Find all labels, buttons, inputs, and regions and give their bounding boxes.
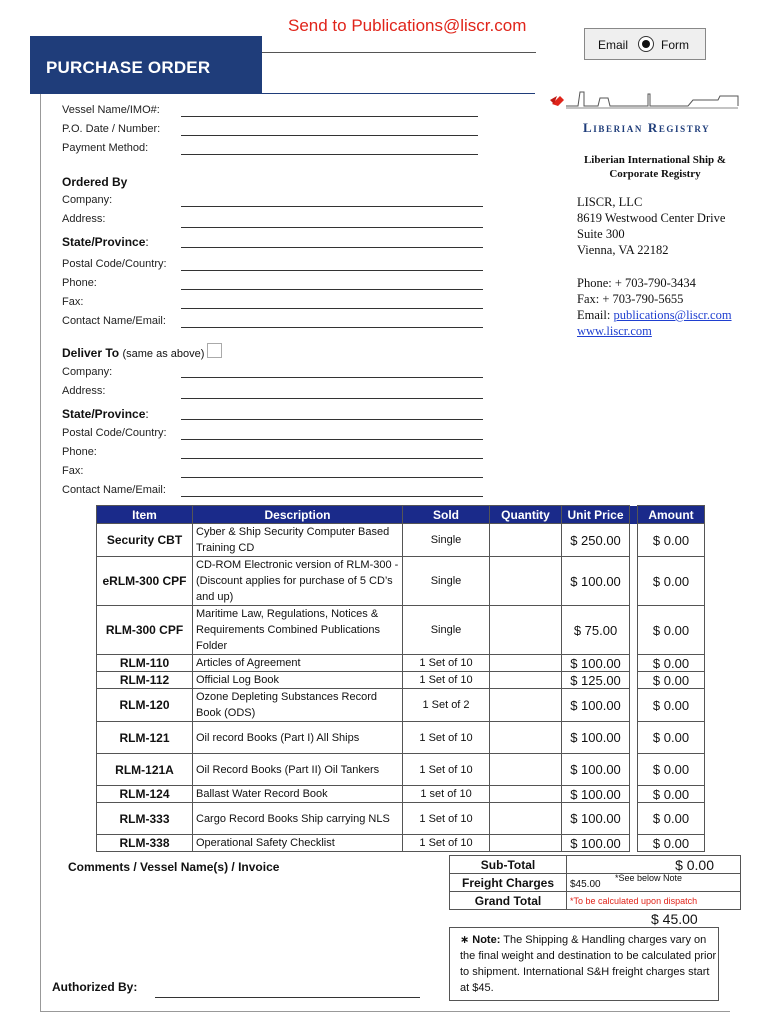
registry-name-line2: Corporate Registry	[609, 168, 701, 180]
page-title: PURCHASE ORDER	[46, 58, 211, 77]
item-amount: $ 0.00	[638, 524, 705, 557]
item-gap	[630, 754, 638, 786]
ordered-contact-field[interactable]	[181, 327, 483, 328]
item-sold: 1 Set of 2	[403, 689, 490, 722]
item-gap	[630, 606, 638, 655]
item-amount: $ 0.00	[638, 803, 705, 835]
deliver-fax-label: Fax:	[62, 465, 84, 477]
item-quantity[interactable]	[490, 655, 562, 672]
subtotal-label: Sub-Total	[450, 856, 567, 874]
table-row	[97, 672, 705, 689]
registry-fax: Fax: + 703-790-5655	[577, 292, 684, 306]
item-code: RLM-338	[97, 835, 193, 852]
item-description: CD-ROM Electronic version of RLM-300 - (Discount applies for purchase of 5 CD’s and up)	[193, 557, 403, 606]
item-gap	[630, 722, 638, 754]
item-sold: Single	[403, 557, 490, 606]
header-divider	[30, 93, 535, 94]
table-row	[97, 655, 705, 672]
table-row	[97, 606, 705, 655]
registry-email-row	[577, 307, 732, 323]
deliver-contact-label: Contact Name/Email:	[62, 484, 166, 496]
table-row	[97, 524, 705, 557]
deliver-state-label	[62, 407, 149, 421]
deliver-fax-field[interactable]	[181, 477, 483, 478]
grand-total-value: $ 45.00	[651, 911, 698, 927]
table-row	[97, 835, 705, 852]
item-unit-price: $ 100.00	[562, 689, 630, 722]
same-as-above-checkbox[interactable]	[207, 343, 222, 358]
item-gap	[630, 689, 638, 722]
deliver-address-label: Address:	[62, 385, 106, 397]
subtotal-value: $ 0.00	[567, 856, 741, 874]
ordered-state-label	[62, 235, 149, 249]
item-quantity[interactable]	[490, 835, 562, 852]
deliver-postal-field[interactable]	[181, 439, 483, 440]
item-description: Oil record Books (Part I) All Ships	[193, 722, 403, 754]
deliver-to-heading	[62, 346, 204, 360]
item-code: RLM-333	[97, 803, 193, 835]
item-sold: 1 Set of 10	[403, 722, 490, 754]
item-code: RLM-300 CPF	[97, 606, 193, 655]
ordered-fax-label: Fax:	[62, 296, 84, 308]
item-amount: $ 0.00	[638, 835, 705, 852]
item-code: Security CBT	[97, 524, 193, 557]
freight-cell[interactable]	[567, 874, 741, 892]
item-amount: $ 0.00	[638, 689, 705, 722]
header-gap	[630, 506, 638, 524]
totals-table	[449, 855, 741, 910]
ordered-postal-label: Postal Code/Country:	[62, 258, 167, 270]
item-description: Operational Safety Checklist	[193, 835, 403, 852]
item-gap	[630, 655, 638, 672]
ordered-address-field[interactable]	[181, 227, 483, 228]
items-table	[96, 505, 705, 852]
ordered-phone-label: Phone:	[62, 277, 97, 289]
ordered-state-text: State/Province	[62, 235, 146, 249]
send-to-text: Send to Publications@liscr.com	[288, 16, 527, 35]
item-amount: $ 0.00	[638, 606, 705, 655]
item-code: RLM-112	[97, 672, 193, 689]
vessel-name-label: Vessel Name/IMO#:	[62, 104, 160, 116]
deliver-company-field[interactable]	[181, 377, 483, 378]
item-amount: $ 0.00	[638, 655, 705, 672]
email-form-toggle[interactable]	[584, 28, 706, 60]
item-code: eRLM-300 CPF	[97, 557, 193, 606]
freight-row	[450, 874, 741, 892]
header-sold: Sold	[403, 506, 490, 524]
deliver-phone-field[interactable]	[181, 458, 483, 459]
subtotal-row	[450, 856, 741, 874]
item-description: Cargo Record Books Ship carrying NLS	[193, 803, 403, 835]
header-item: Item	[97, 506, 193, 524]
registry-suite: Suite 300	[577, 227, 625, 241]
item-unit-price: $ 100.00	[562, 786, 630, 803]
item-quantity[interactable]	[490, 524, 562, 557]
item-description: Maritime Law, Regulations, Notices & Requirements Combined Publications Folder	[193, 606, 403, 655]
ordered-phone-field[interactable]	[181, 289, 483, 290]
ordered-fax-field[interactable]	[181, 308, 483, 309]
item-code: RLM-110	[97, 655, 193, 672]
item-amount: $ 0.00	[638, 786, 705, 803]
item-sold: 1 set of 10	[403, 786, 490, 803]
ordered-state-field[interactable]	[181, 247, 483, 248]
registry-email-link[interactable]: publications@liscr.com	[613, 308, 732, 322]
bottom-border	[40, 1011, 730, 1012]
item-description: Official Log Book	[193, 672, 403, 689]
page-title-banner	[30, 36, 262, 94]
item-quantity[interactable]	[490, 722, 562, 754]
ordered-company-field[interactable]	[181, 206, 483, 207]
ordered-address-label: Address:	[62, 213, 106, 225]
ordered-company-label: Company:	[62, 194, 113, 206]
item-sold: 1 Set of 10	[403, 803, 490, 835]
item-gap	[630, 786, 638, 803]
freight-label: Freight Charges	[450, 874, 567, 892]
item-description: Oil Record Books (Part II) Oil Tankers	[193, 754, 403, 786]
item-unit-price: $ 100.00	[562, 655, 630, 672]
table-row	[97, 722, 705, 754]
freight-value: $45.00	[570, 878, 601, 890]
registry-email-label: Email:	[577, 308, 614, 322]
item-description: Ballast Water Record Book	[193, 786, 403, 803]
toggle-radio-icon[interactable]	[638, 36, 654, 52]
header-description: Description	[193, 506, 403, 524]
send-to-underline	[262, 52, 536, 53]
item-quantity[interactable]	[490, 606, 562, 655]
table-row	[97, 754, 705, 786]
registry-logo-icon	[548, 86, 743, 116]
deliver-contact-field[interactable]	[181, 496, 483, 497]
item-code: RLM-121A	[97, 754, 193, 786]
item-amount: $ 0.00	[638, 672, 705, 689]
shipping-note	[449, 927, 719, 1001]
deliver-state-text: State/Province	[62, 407, 146, 421]
freight-note: *See below Note	[615, 873, 683, 883]
table-header-row	[97, 506, 705, 524]
authorized-by-field[interactable]	[155, 997, 420, 998]
item-quantity[interactable]	[490, 689, 562, 722]
item-sold: Single	[403, 524, 490, 557]
item-code: RLM-124	[97, 786, 193, 803]
toggle-email-label: Email	[598, 38, 629, 52]
grand-total-label: Grand Total	[450, 892, 567, 910]
grand-total-row	[450, 892, 741, 910]
registry-company: LISCR, LLC	[577, 195, 643, 209]
item-gap	[630, 557, 638, 606]
item-description: Cyber & Ship Security Computer Based Training CD	[193, 524, 403, 557]
item-gap	[630, 835, 638, 852]
same-as-above-text: (same as above)	[122, 348, 205, 360]
registry-name-line1: Liberian International Ship &	[583, 154, 727, 166]
item-description: Articles of Agreement	[193, 655, 403, 672]
item-quantity[interactable]	[490, 803, 562, 835]
ordered-state-colon: :	[145, 235, 149, 249]
registry-city: Vienna, VA 22182	[577, 243, 669, 257]
item-unit-price: $ 100.00	[562, 754, 630, 786]
ordered-postal-field[interactable]	[181, 270, 483, 271]
registry-street: 8619 Westwood Center Drive	[577, 211, 726, 225]
item-quantity[interactable]	[490, 557, 562, 606]
po-date-label: P.O. Date / Number:	[62, 123, 161, 135]
payment-method-label: Payment Method:	[62, 142, 149, 154]
registry-contacts	[577, 275, 732, 339]
toggle-form-label: Form	[661, 38, 689, 52]
item-amount: $ 0.00	[638, 754, 705, 786]
item-sold: 1 Set of 10	[403, 835, 490, 852]
item-unit-price: $ 100.00	[562, 557, 630, 606]
comments-label: Comments / Vessel Name(s) / Invoice	[68, 860, 280, 874]
item-amount: $ 0.00	[638, 557, 705, 606]
table-row	[97, 803, 705, 835]
left-border	[40, 94, 41, 1012]
table-row	[97, 689, 705, 722]
authorized-by-label: Authorized By:	[52, 980, 138, 994]
payment-method-field[interactable]	[181, 154, 478, 155]
deliver-postal-label: Postal Code/Country:	[62, 427, 167, 439]
note-text: The Shipping & Handling charges vary on the final weight and destination to be calculated prior to shipment. International S&H freight charges start at $45.	[460, 934, 717, 994]
item-unit-price: $ 125.00	[562, 672, 630, 689]
item-quantity[interactable]	[490, 786, 562, 803]
item-sold: 1 Set of 10	[403, 754, 490, 786]
header-quantity: Quantity	[490, 506, 562, 524]
note-heading: ∗ Note:	[460, 934, 501, 946]
item-gap	[630, 672, 638, 689]
table-row	[97, 557, 705, 606]
header-amount: Amount	[638, 506, 705, 524]
registry-phone: Phone: + 703-790-3434	[577, 276, 696, 290]
item-gap	[630, 524, 638, 557]
item-sold: 1 Set of 10	[403, 655, 490, 672]
table-row	[97, 786, 705, 803]
item-sold: 1 Set of 10	[403, 672, 490, 689]
item-gap	[630, 803, 638, 835]
item-amount: $ 0.00	[638, 722, 705, 754]
registry-name	[570, 153, 740, 181]
po-date-field[interactable]	[181, 135, 478, 136]
item-quantity[interactable]	[490, 672, 562, 689]
item-sold: Single	[403, 606, 490, 655]
deliver-phone-label: Phone:	[62, 446, 97, 458]
ordered-by-heading: Ordered By	[62, 175, 128, 189]
item-unit-price: $ 100.00	[562, 835, 630, 852]
deliver-address-field[interactable]	[181, 398, 483, 399]
item-description: Ozone Depleting Substances Record Book (ODS)	[193, 689, 403, 722]
item-code: RLM-121	[97, 722, 193, 754]
item-unit-price: $ 250.00	[562, 524, 630, 557]
item-unit-price: $ 75.00	[562, 606, 630, 655]
item-unit-price: $ 100.00	[562, 803, 630, 835]
ordered-contact-label: Contact Name/Email:	[62, 315, 166, 327]
registry-address	[577, 194, 725, 258]
vessel-name-field[interactable]	[181, 116, 478, 117]
deliver-state-colon: :	[145, 407, 149, 421]
deliver-to-text: Deliver To	[62, 346, 120, 360]
item-code: RLM-120	[97, 689, 193, 722]
registry-website-link[interactable]: www.liscr.com	[577, 324, 652, 338]
item-quantity[interactable]	[490, 754, 562, 786]
header-unit-price: Unit Price	[562, 506, 630, 524]
deliver-company-label: Company:	[62, 366, 113, 378]
deliver-state-field[interactable]	[181, 419, 483, 420]
grand-total-note: *To be calculated upon dispatch	[567, 892, 741, 910]
registry-logo-text: Liberian Registry	[583, 120, 711, 135]
item-unit-price: $ 100.00	[562, 722, 630, 754]
